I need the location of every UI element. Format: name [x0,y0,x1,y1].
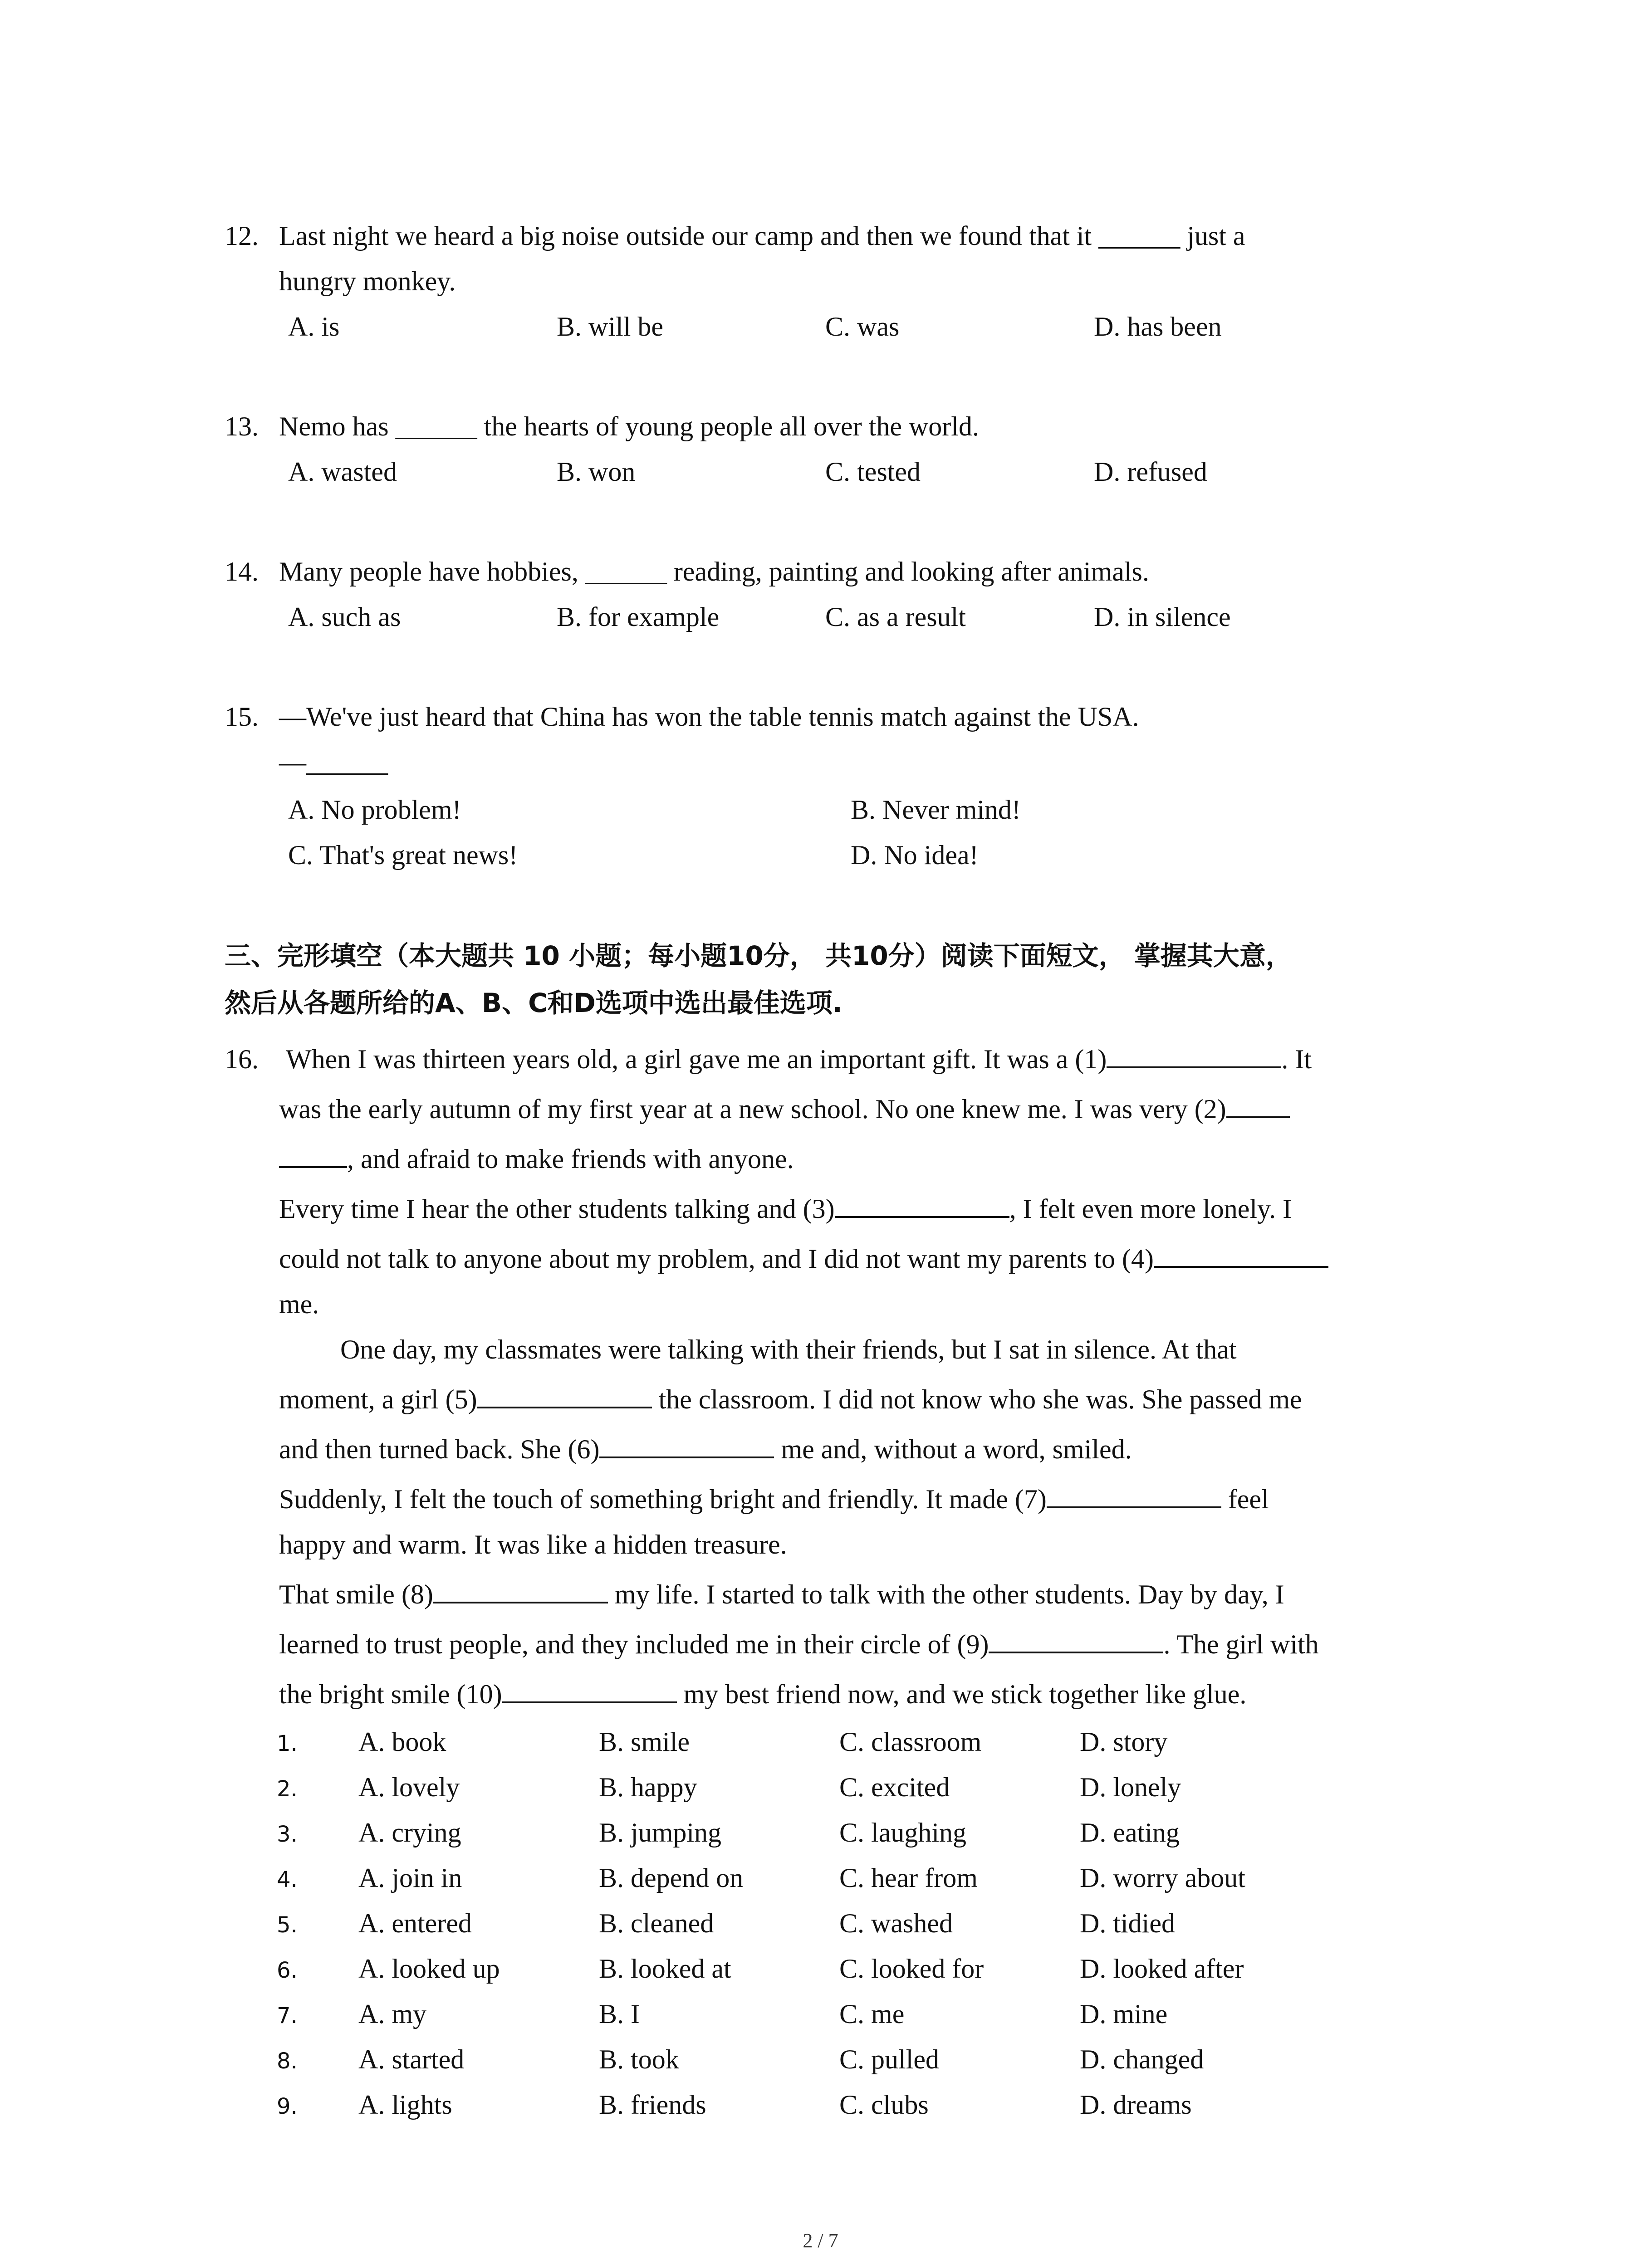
option-d: D. story [1080,1727,1168,1757]
passage-line: the bright smile (10) my best friend now, and we stick together like glue. [279,1672,1246,1717]
option-c: C. clubs [839,2090,929,2120]
option-a: A. lights [358,2090,452,2120]
option-a: A. wasted [288,457,397,487]
passage-number: 16. [225,1044,259,1074]
question-number: 15. [225,702,259,732]
blank-4 [1154,1237,1328,1268]
option-d: D. tidied [1080,1908,1175,1938]
blank-2 [1226,1087,1290,1118]
option-c: C. laughing [839,1818,966,1848]
option-d: D. changed [1080,2044,1204,2074]
question-stem [279,694,1468,785]
option-b: B. will be [557,312,663,342]
blank-2-cont [279,1137,347,1168]
question-stem [279,404,1468,449]
passage-line: and then turned back. She (6) me and, without a word, smiled. [279,1427,1132,1472]
option-a: A. such as [288,602,401,632]
passage-line: , and afraid to make friends with anyone. [279,1136,794,1182]
page-number: 2 / 7 [803,2229,838,2252]
option-a: A. started [358,2044,465,2074]
cloze-option-row: 1. A. book B. smile C. classroom D. story [277,1719,1320,1766]
blank-9 [989,1623,1163,1653]
option-d: D. mine [1080,1999,1168,2029]
option-b: B. depend on [599,1863,744,1893]
option-c: C. me [839,1999,905,2029]
passage-line: happy and warm. It was like a hidden treasure. [279,1530,787,1559]
option-b: B. jumping [599,1818,722,1848]
option-c: C. That's great news! [288,840,518,870]
options-15-row2 [288,832,1468,878]
options-13 [288,449,1468,494]
passage-line: could not talk to anyone about my problem, and I did not want my parents to (4) [279,1236,1328,1281]
option-d: D. in silence [1094,602,1231,632]
stem-line: hungry monkey. [279,266,456,296]
option-c: C. was [825,312,900,342]
section-heading [225,932,1477,1026]
question-number: 14. [225,557,259,587]
blank-3 [835,1187,1009,1218]
option-d: D. dreams [1080,2090,1192,2120]
options-15-row1 [288,787,1468,832]
cloze-option-row: 4. A. join in B. depend on C. hear from D. worry about [277,1855,1320,1902]
passage-line: Suddenly, I felt the touch of something bright and friendly. It made (7) feel [279,1476,1269,1522]
option-c: C. washed [839,1908,953,1938]
option-b: B. looked at [599,1954,731,1984]
blank-5 [477,1378,652,1408]
section-heading-line: 然后从各题所给的A、B、C和D选项中选出最佳选项. [225,987,843,1018]
option-c: C. classroom [839,1727,982,1757]
cloze-option-row: 7. A. my B. I C. me D. mine [277,1991,1320,2038]
cloze-option-row: 2. A. lovely B. happy C. excited D. lonely [277,1765,1320,1812]
option-a: A. join in [358,1863,462,1893]
option-b: B. smile [599,1727,690,1757]
option-b: B. won [557,457,636,487]
passage-line: learned to trust people, and they included me in their circle of (9) . The girl with [279,1622,1319,1667]
question-stem [279,213,1468,304]
passage-line: One day, my classmates were talking with their friends, but I sat in silence. At that [340,1334,1237,1364]
option-a: A. looked up [358,1954,500,1984]
stem-line: —We've just heard that China has won the table tennis match against the USA. [279,702,1139,732]
option-d: D. eating [1080,1818,1180,1848]
blank-8 [433,1573,608,1603]
passage-line: was the early autumn of my first year at a new school. No one knew me. I was very (2) [279,1086,1290,1132]
cloze-option-row: 6. A. looked up B. looked at C. looked for D. looked after [277,1946,1320,1993]
blank-7 [1047,1477,1221,1508]
option-a: A. lovely [358,1772,460,1802]
option-b: B. for example [557,602,720,632]
passage-line: When I was thirteen years old, a girl gave me an important gift. It was a (1) . It [286,1036,1312,1082]
option-b: B. I [599,1999,640,2029]
cloze-option-row: 3. A. crying B. jumping C. laughing D. eating [277,1810,1320,1857]
blank-6 [599,1427,774,1458]
section-heading-line: 三、完形填空（本大题共 10 小题；每小题10分， 共10分）阅读下面短文， 掌握其大意， [225,940,1292,971]
option-a: A. No problem! [288,795,461,825]
option-b: B. friends [599,2090,706,2120]
option-b: B. happy [599,1772,697,1802]
cloze-option-row: 8. A. started B. took C. pulled D. changed [277,2037,1320,2084]
cloze-option-row: 5. A. entered B. cleaned C. washed D. tidied [277,1901,1320,1948]
option-a: A. entered [358,1908,472,1938]
option-d: D. No idea! [851,840,979,870]
option-c: C. hear from [839,1863,978,1893]
options-14 [288,594,1468,640]
option-c: C. excited [839,1772,950,1802]
stem-line: —______ [279,747,388,777]
stem-line: Last night we heard a big noise outside our camp and then we found that it ______ just a [279,221,1245,251]
option-c: C. as a result [825,602,966,632]
blank-1 [1107,1037,1281,1068]
option-b: B. took [599,2044,679,2074]
option-d: D. has been [1094,312,1222,342]
option-c: C. looked for [839,1954,984,1984]
option-d: D. worry about [1080,1863,1245,1893]
option-b: B. cleaned [599,1908,714,1938]
option-a: A. is [288,312,340,342]
options-12 [288,304,1468,349]
stem-line: Nemo has ______ the hearts of young people all over the world. [279,411,979,441]
option-c: C. pulled [839,2044,939,2074]
passage-line: me. [279,1289,319,1319]
question-number: 12. [225,221,259,251]
option-a: A. crying [358,1818,461,1848]
question-stem [279,549,1468,594]
option-b: B. Never mind! [851,795,1021,825]
passage-line: moment, a girl (5) the classroom. I did not know who she was. She passed me [279,1377,1302,1422]
option-d: D. looked after [1080,1954,1244,1984]
blank-10 [502,1672,677,1703]
option-a: A. my [358,1999,426,2029]
option-a: A. book [358,1727,446,1757]
passage-line: That smile (8) my life. I started to talk with the other students. Day by day, I [279,1572,1284,1617]
cloze-option-row: 9. A. lights B. friends C. clubs D. dreams [277,2082,1320,2129]
stem-line: Many people have hobbies, ______ reading, painting and looking after animals. [279,557,1149,587]
question-number: 13. [225,411,259,441]
option-c: C. tested [825,457,921,487]
option-d: D. refused [1094,457,1207,487]
option-d: D. lonely [1080,1772,1181,1802]
passage-line: Every time I hear the other students talking and (3) , I felt even more lonely. I [279,1186,1292,1232]
